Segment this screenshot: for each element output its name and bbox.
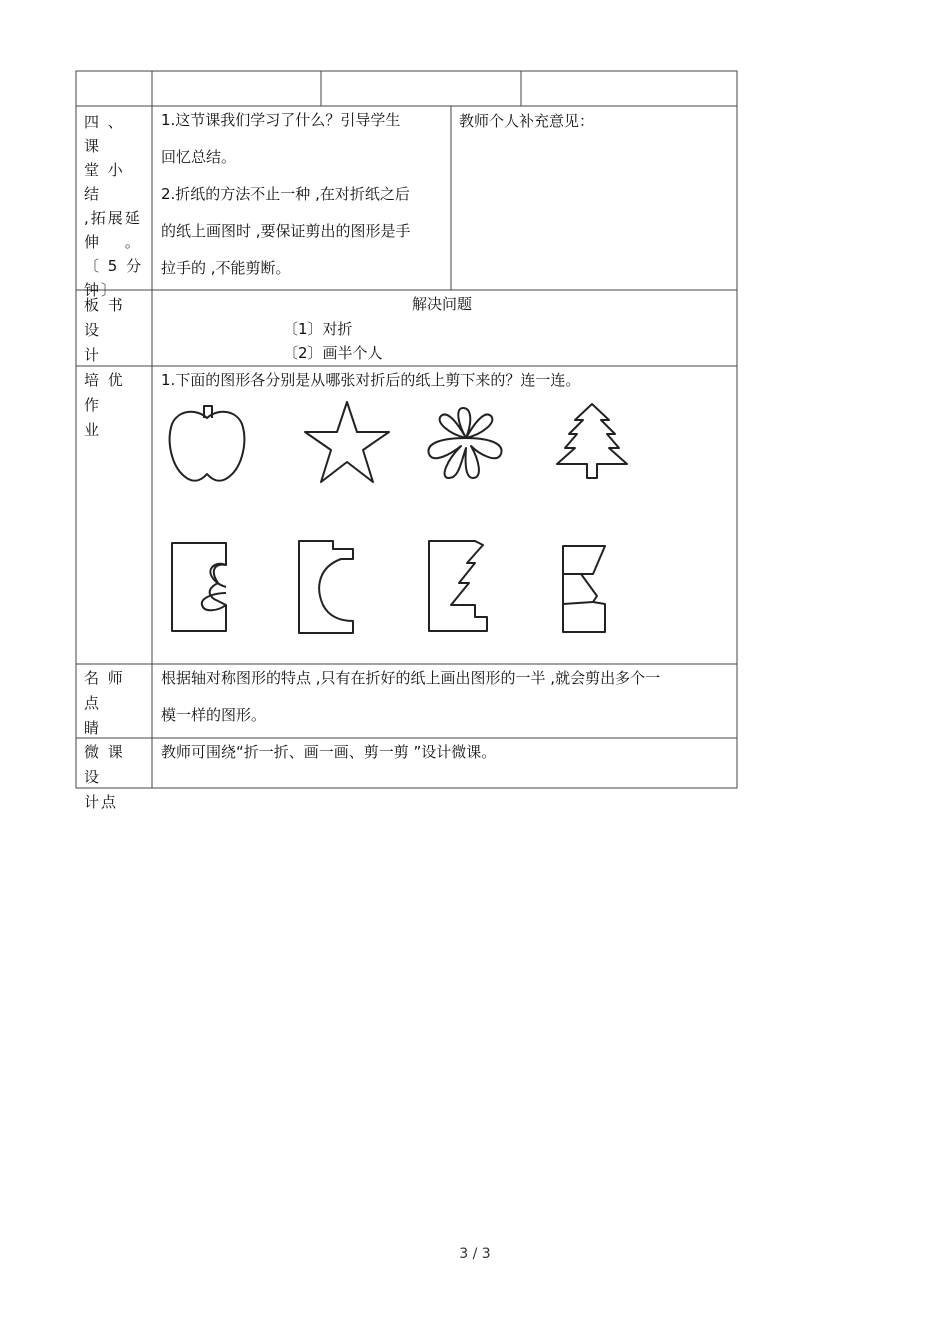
- apple-shape: [166, 404, 248, 484]
- folded-paper-apple: [297, 539, 355, 635]
- tree-shape: [553, 402, 631, 480]
- flower-shape: [425, 406, 507, 480]
- tips-content: 根据轴对称图形的特点 ,只有在折好的纸上画出图形的一半 ,就会剪出多个一 模一样的图形。: [161, 669, 661, 724]
- board-item: 〔1〕对折: [283, 320, 353, 338]
- folded-paper-star: [561, 544, 607, 634]
- summary-content: 1.这节课我们学习了什么？引导学生 回忆总结。 2.折纸的方法不止一种 ,在对折纸之后 的纸上画图时 ,要保证剪出的图形是手 拉手的 ,不能剪断。: [161, 111, 411, 277]
- board-label: 板 书 设 计: [84, 296, 125, 364]
- board-title: 解决问题: [412, 295, 473, 313]
- homework-label: 培 优 作 业: [84, 371, 125, 439]
- homework-question: 1.下面的图形各分别是从哪张对折后的纸上剪下来的？连一连。: [161, 371, 581, 389]
- teacher-note: 教师个人补充意见：: [459, 112, 595, 130]
- board-item: 〔2〕画半个人: [283, 344, 383, 362]
- folded-paper-tree: [427, 539, 489, 633]
- micro-content: 教师可围绕“折一折、画一画、剪一剪 ”设计微课。: [161, 743, 497, 761]
- page-number: 3 / 3: [459, 1246, 491, 1262]
- tips-label: 名 师 点 睛: [84, 669, 125, 737]
- micro-label: 微 课 设 计点: [84, 743, 125, 811]
- folded-paper-flower: [170, 541, 228, 633]
- summary-label: 四 、 课 堂 小 结 ,拓展延 伸 。 〔 5 分 钟〕: [84, 113, 144, 299]
- star-shape: [304, 400, 390, 484]
